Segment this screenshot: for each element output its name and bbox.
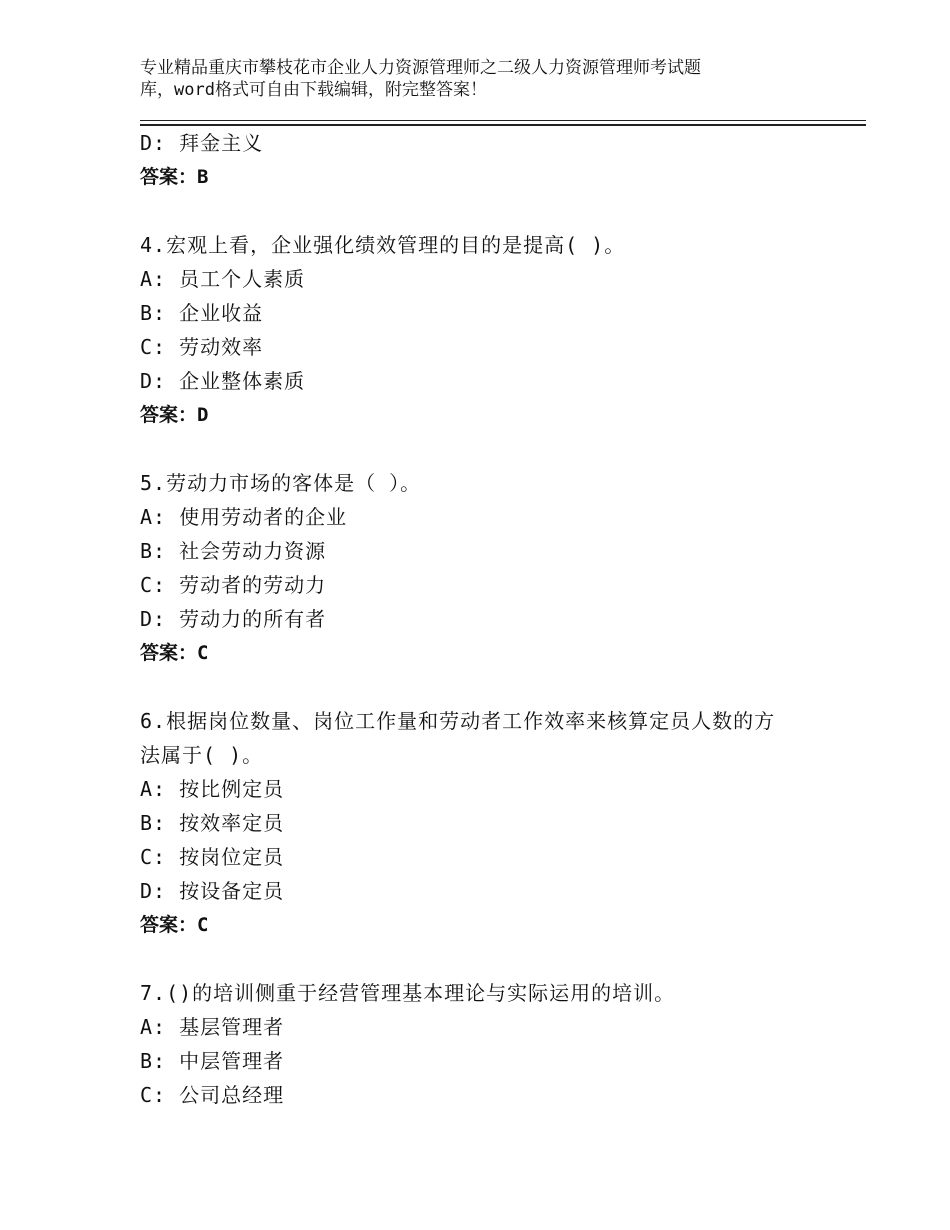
question-6 xyxy=(140,704,820,942)
answer: 答案：C xyxy=(140,642,209,664)
header-line-2: 库，word格式可自由下载编辑，附完整答案！ xyxy=(140,80,487,100)
option-d: D: 企业整体素质 xyxy=(140,369,306,393)
answer: 答案：D xyxy=(140,404,209,426)
question-7 xyxy=(140,976,820,1112)
question-3 xyxy=(140,126,820,194)
answer: 答案：C xyxy=(140,914,209,936)
option-b: B: 中层管理者 xyxy=(140,1049,285,1073)
header-line-1: 专业精品重庆市攀枝花市企业人力资源管理师之二级人力资源管理师考试题 xyxy=(140,58,701,78)
document-header xyxy=(140,57,780,101)
option-a: A: 员工个人素质 xyxy=(140,267,306,291)
option-b: B: 社会劳动力资源 xyxy=(140,539,327,563)
question-stem: 4.宏观上看，企业强化绩效管理的目的是提高( )。 xyxy=(140,233,626,257)
option-b: B: 企业收益 xyxy=(140,301,264,325)
option-c: C: 劳动效率 xyxy=(140,335,264,359)
spacer xyxy=(140,670,820,704)
question-stem-line-2: 法属于( )。 xyxy=(140,743,264,767)
spacer xyxy=(140,194,820,228)
question-list xyxy=(140,126,820,1112)
question-stem: 7.()的培训侧重于经营管理基本理论与实际运用的培训。 xyxy=(140,981,676,1005)
option-d: D: 劳动力的所有者 xyxy=(140,607,327,631)
spacer xyxy=(140,432,820,466)
option-c: C: 公司总经理 xyxy=(140,1083,285,1107)
spacer xyxy=(140,942,820,976)
question-stem-line-1: 6.根据岗位数量、岗位工作量和劳动者工作效率来核算定员人数的方 xyxy=(140,709,776,733)
header-divider-thin xyxy=(140,120,866,121)
option-a: A: 使用劳动者的企业 xyxy=(140,505,348,529)
option-d: D: 拜金主义 xyxy=(140,131,264,155)
answer: 答案：B xyxy=(140,166,209,188)
question-5 xyxy=(140,466,820,670)
option-d: D: 按设备定员 xyxy=(140,879,285,903)
question-4 xyxy=(140,228,820,432)
option-c: C: 劳动者的劳动力 xyxy=(140,573,327,597)
question-stem: 5.劳动力市场的客体是（ ）。 xyxy=(140,471,422,495)
option-b: B: 按效率定员 xyxy=(140,811,285,835)
option-a: A: 按比例定员 xyxy=(140,777,285,801)
option-a: A: 基层管理者 xyxy=(140,1015,285,1039)
option-c: C: 按岗位定员 xyxy=(140,845,285,869)
